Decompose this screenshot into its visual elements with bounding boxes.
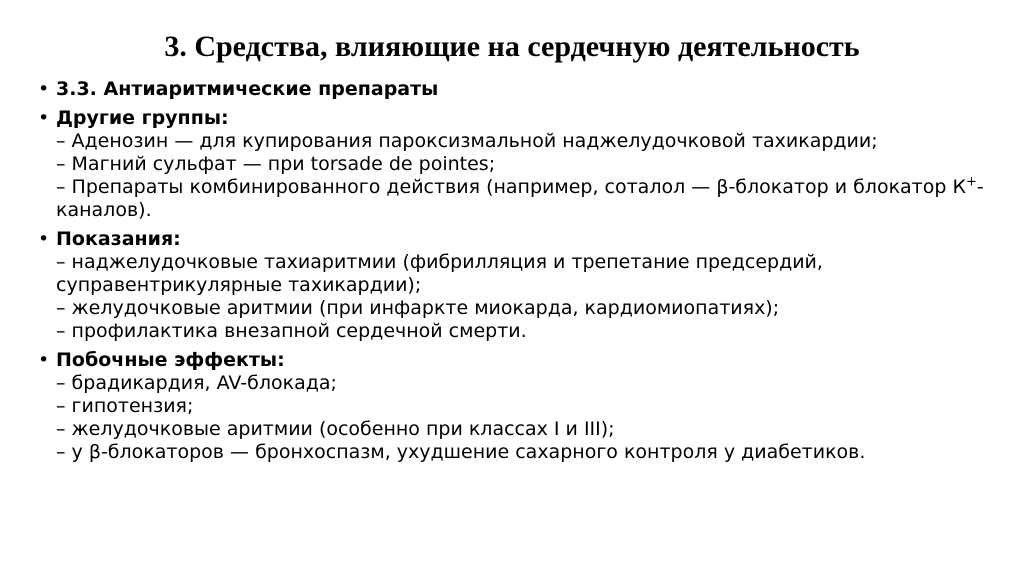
bullet-subline: – у β-блокаторов — бронхоспазм, ухудшение сахарного контроля у диабетиков. (56, 441, 866, 463)
bullet-body (56, 106, 990, 222)
bullet-heading: Показания: (56, 228, 181, 250)
slide-content (0, 63, 1024, 464)
bullet-marker: • (38, 107, 50, 129)
bullet-subline: – гипотензия; (56, 395, 194, 417)
bullet-marker: • (38, 78, 50, 100)
bullet-item (38, 106, 990, 222)
bullet-subline: – желудочковые аритмии (особенно при классах I и III); (56, 418, 615, 440)
bullet-subline: – профилактика внезапной сердечной смерти. (56, 320, 527, 342)
bullet-subline: – желудочковые аритмии (при инфаркте миокарда, кардиомиопатиях); (56, 297, 780, 319)
bullet-subline: – Препараты комбинированного действия (например, соталол — β-блокатор и блокатор К+-каналов). (56, 174, 984, 221)
bullet-body (56, 227, 990, 343)
bullet-heading: 3.3. Антиаритмические препараты (56, 78, 439, 100)
bullet-heading: Другие группы: (56, 107, 229, 129)
bullet-subline: – Магний сульфат — при torsade de pointes; (56, 153, 496, 175)
bullet-item (38, 227, 990, 343)
bullet-body (56, 348, 990, 464)
bullet-marker: • (38, 349, 50, 371)
bullet-heading: Побочные эффекты: (56, 349, 285, 371)
bullet-subline: – брадикардия, AV-блокада; (56, 372, 337, 394)
page-title: 3. Средства, влияющие на сердечную деятельность (164, 30, 860, 63)
bullet-item (38, 77, 990, 101)
bullet-item (38, 348, 990, 464)
bullet-marker: • (38, 228, 50, 250)
bullet-body (56, 77, 990, 101)
bullet-subline: – Аденозин — для купирования пароксизмальной наджелудочковой тахикардии; (56, 130, 878, 152)
bullet-subline: – наджелудочковые тахиаритмии (фибрилляция и трепетание предсердий, суправентрикулярные тахикардии); (56, 251, 823, 296)
